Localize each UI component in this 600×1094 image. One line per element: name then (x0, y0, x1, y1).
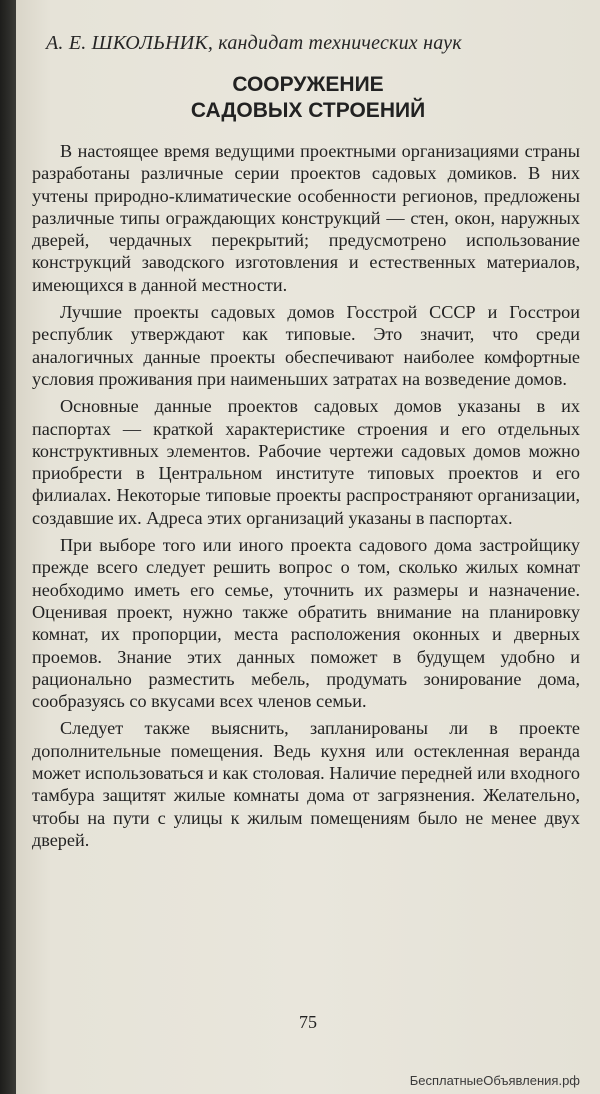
book-spine-shadow (0, 0, 16, 1094)
paragraph-2: Лучшие проекты садовых домов Госстрой СССР и Госстрои республик утверждают как типовые. Это значит, что среди аналогичных данные проекты обеспечивают наиболее комфортные условия проживания при наименьших затратах на возведение домов. (32, 302, 580, 389)
article-title (16, 72, 600, 124)
book-page (16, 0, 600, 1094)
page-number: 75 (299, 1012, 317, 1032)
title-line-1: СООРУЖЕНИЕ (232, 73, 384, 96)
paragraph-3: Основные данные проектов садовых домов указаны в их паспортах — краткой характеристике строения и его отдельных конструктивных элементов. Рабочие чертежи садовых домов можно приобрести в Центральном институте типовых проектов и его филиалах. Некоторые типовые проекты распространяют организации, создавшие их. Адреса этих организаций указаны в паспортах. (32, 396, 580, 528)
author-line: А. Е. ШКОЛЬНИК, кандидат технических наук (46, 32, 462, 54)
paragraph-1: В настоящее время ведущими проектными организациями страны разработаны различные серии проектов садовых домиков. В них учтены природно-климатические особенности регионов, предложены различные типы ограждающих конструкций — стен, окон, наружных дверей, чердачных перекрытий; предусмотрено использование конструкций заводского изготовления и естественных материалов, имеющихся в данной местности. (32, 141, 580, 295)
title-line-2: САДОВЫХ СТРОЕНИЙ (190, 99, 426, 122)
paragraph-5: Следует также выяснить, запланированы ли в проекте дополнительные помещения. Ведь кухня или остекленная веранда может использоваться и как столовая. Наличие передней или входного тамбура защитят жилые комнаты дома от загрязнения. Желательно, чтобы на пути с улицы к жилым помещениям было не менее двух дверей. (32, 718, 580, 850)
watermark: БесплатныеОбъявления.рф (409, 1073, 580, 1088)
paragraph-4: При выборе того или иного проекта садового дома застройщику прежде всего следует решить вопрос о том, сколько жилых комнат необходимо иметь его семье, уточнить их размеры и назначение. Оценивая проект, нужно также обратить внимание на планировку комнат, их пропорции, места расположения оконных и дверных проемов. Знание этих данных поможет в будущем удобно и рационально разместить мебель, продумать зонирование дома, сообразуясь со вкусами всех членов семьи. (32, 535, 580, 712)
article-body (32, 140, 580, 856)
